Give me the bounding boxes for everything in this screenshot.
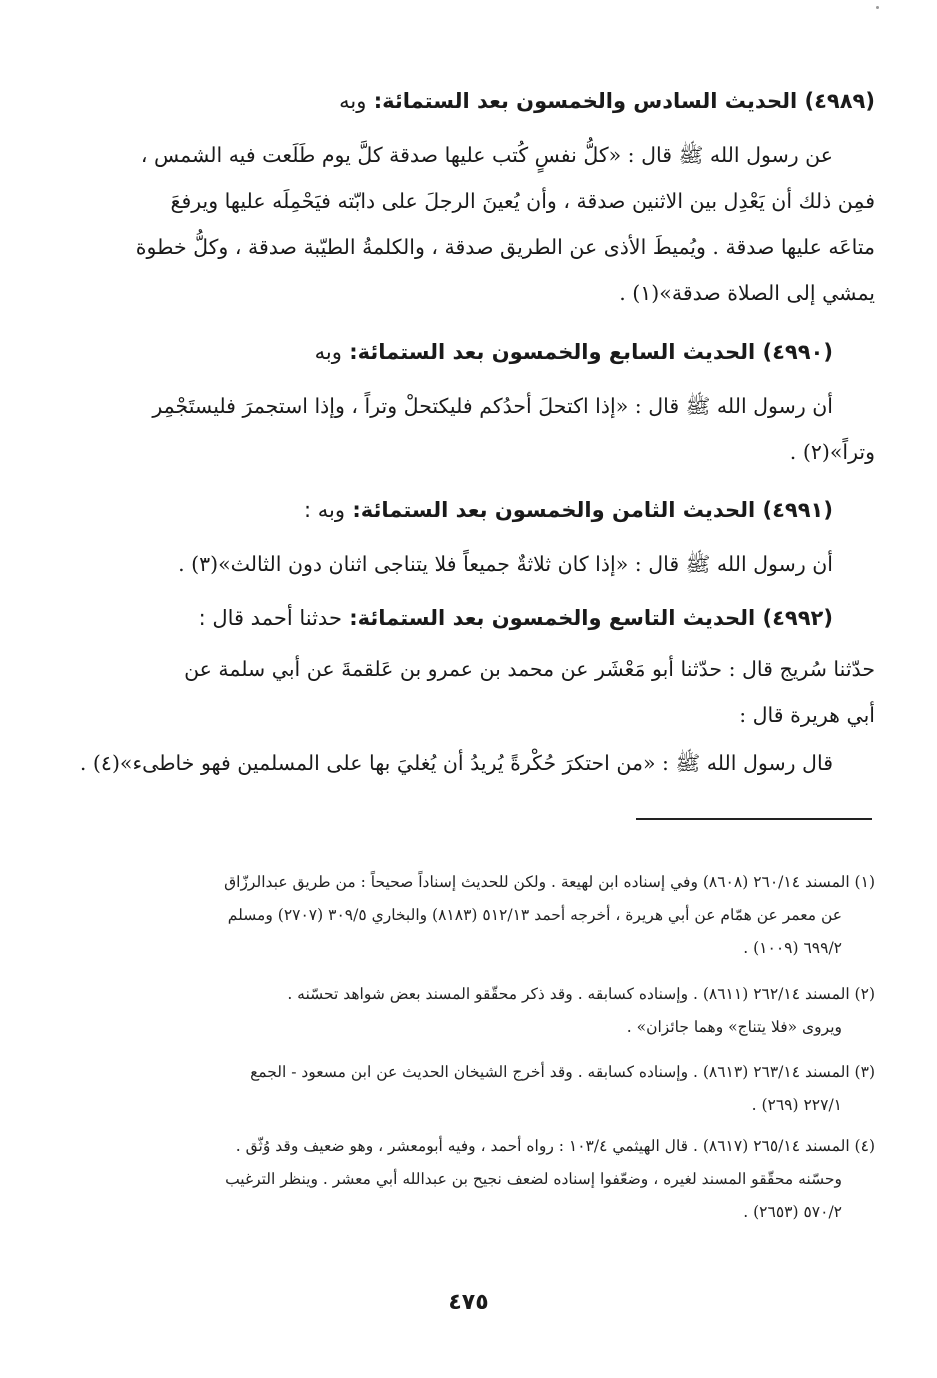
hadith-title: الحديث السابع والخمسون بعد الستمائة: — [349, 340, 756, 364]
hadith-heading-tail: وبه — [339, 89, 367, 113]
hadith-text — [62, 132, 875, 178]
hadith-heading — [62, 337, 875, 367]
hadith-text — [62, 429, 875, 475]
text-line: أن رسول الله ﷺ قال : «إذا اكتحلَ أحدُكم فليكتحلْ وتراً ، وإذا استجمرَ فليستَجْمِر — [152, 394, 833, 418]
hadith-quote — [62, 740, 875, 786]
text-line: يمشي إلى الصلاة صدقة»(١) . — [619, 281, 875, 305]
hadith-title: الحديث السادس والخمسون بعد الستمائة: — [373, 89, 798, 113]
footnote-line: ٦٩٩/٢ (١٠٠٩) . — [743, 939, 842, 957]
hadith-number: (٤٩٨٩) — [804, 89, 875, 113]
text-line: أبي هريرة قال : — [739, 703, 875, 727]
text-line: متاعَه عليها صدقة . ويُميطَ الأذى عن الطريق صدقة ، والكلمةُ الطيّبة صدقة ، وكلُّ خطوة — [135, 235, 875, 259]
scan-mark — [876, 6, 879, 9]
footnote — [62, 866, 875, 965]
hadith-heading-tail: وبه — [314, 340, 342, 364]
hadith-text — [62, 541, 875, 587]
text-line: وتراً»(٢) . — [789, 440, 875, 464]
footnote-line: (١) المسند ٢٦٠/١٤ (٨٦٠٨) وفي إسناده ابن لهيعة . ولكن للحديث إسناداً صحيحاً : من طريق عبدالرزّاق — [224, 873, 875, 891]
footnote-line: وحسّنه محقّقو المسند لغيره ، وضعّفوا إسناده لضعف نجيح بن عبدالله أبي معشر . وينظر الترغيب — [225, 1170, 842, 1188]
hadith-heading — [62, 495, 875, 525]
hadith-text — [62, 178, 875, 316]
text-line: حدّثنا سُريج قال : حدّثنا أبو مَعْشَر عن محمد بن عمرو بن عَلقمةَ عن أبي سلمة عن — [184, 657, 875, 681]
footnote — [62, 1130, 875, 1229]
hadith-text — [62, 646, 875, 738]
hadith-heading-tail: حدثنا أحمد قال : — [198, 606, 342, 630]
page-number: ٤٧٥ — [448, 1290, 489, 1315]
hadith-text — [62, 383, 875, 429]
text-line: أن رسول الله ﷺ قال : «إذا كان ثلاثةٌ جميعاً فلا يتناجى اثنان دون الثالث»(٣) . — [178, 552, 833, 576]
hadith-heading — [62, 86, 875, 116]
footnote-line: عن معمر عن همّام عن أبي هريرة ، أخرجه أحمد ٥١٢/١٣ (٨١٨٣) والبخاري ٣٠٩/٥ (٢٧٠٧) ومسلم — [227, 906, 842, 924]
hadith-heading — [62, 603, 875, 633]
hadith-number: (٤٩٩٠) — [762, 340, 833, 364]
hadith-number: (٤٩٩٢) — [762, 606, 833, 630]
footnote — [62, 978, 875, 1044]
hadith-number: (٤٩٩١) — [762, 498, 833, 522]
footnote-line: ٢٢٧/١ (٢٦٩) . — [751, 1096, 842, 1114]
footnote-line: (٤) المسند ٢٦٥/١٤ (٨٦١٧) . قال الهيثمي ١٠٣/٤ : رواه أحمد ، وفيه أبومعشر ، وهو ضعيف وقد وُثّق . — [235, 1137, 875, 1155]
hadith-title: الحديث التاسع والخمسون بعد الستمائة: — [349, 606, 756, 630]
text-line: فمِن ذلك أن يَعْدِل بين الاثنين صدقة ، وأن يُعينَ الرجلَ على دابّته فيَحْمِلَه عليها ويرفعَ — [170, 189, 875, 213]
footnote-line: ويروى «فلا يتناج» وهما جائزان» . — [626, 1018, 842, 1036]
footnote-divider — [636, 818, 872, 820]
footnote-line: (٣) المسند ٢٦٣/١٤ (٨٦١٣) . وإسناده كسابقه . وقد أخرج الشيخان الحديث عن ابن مسعود - الجمع — [250, 1063, 875, 1081]
footnote-line: ٥٧٠/٢ (٢٦٥٣) . — [743, 1203, 842, 1221]
text-line: عن رسول الله ﷺ قال : «كلُّ نفسٍ كُتب عليها صدقة كلَّ يوم طَلَعت فيه الشمس ، — [140, 143, 833, 167]
footnote — [62, 1056, 875, 1122]
text-line: قال رسول الله ﷺ : «من احتكرَ حُكْرةً يُريدُ أن يُغليَ بها على المسلمين فهو خاطىء»(٤) . — [79, 751, 833, 775]
hadith-title: الحديث الثامن والخمسون بعد الستمائة: — [352, 498, 756, 522]
footnote-line: (٢) المسند ٢٦٢/١٤ (٨٦١١) . وإسناده كسابقه . وقد ذكر محقّقو المسند بعض شواهد تحسّنه . — [287, 985, 875, 1003]
hadith-heading-tail: وبه : — [304, 498, 346, 522]
